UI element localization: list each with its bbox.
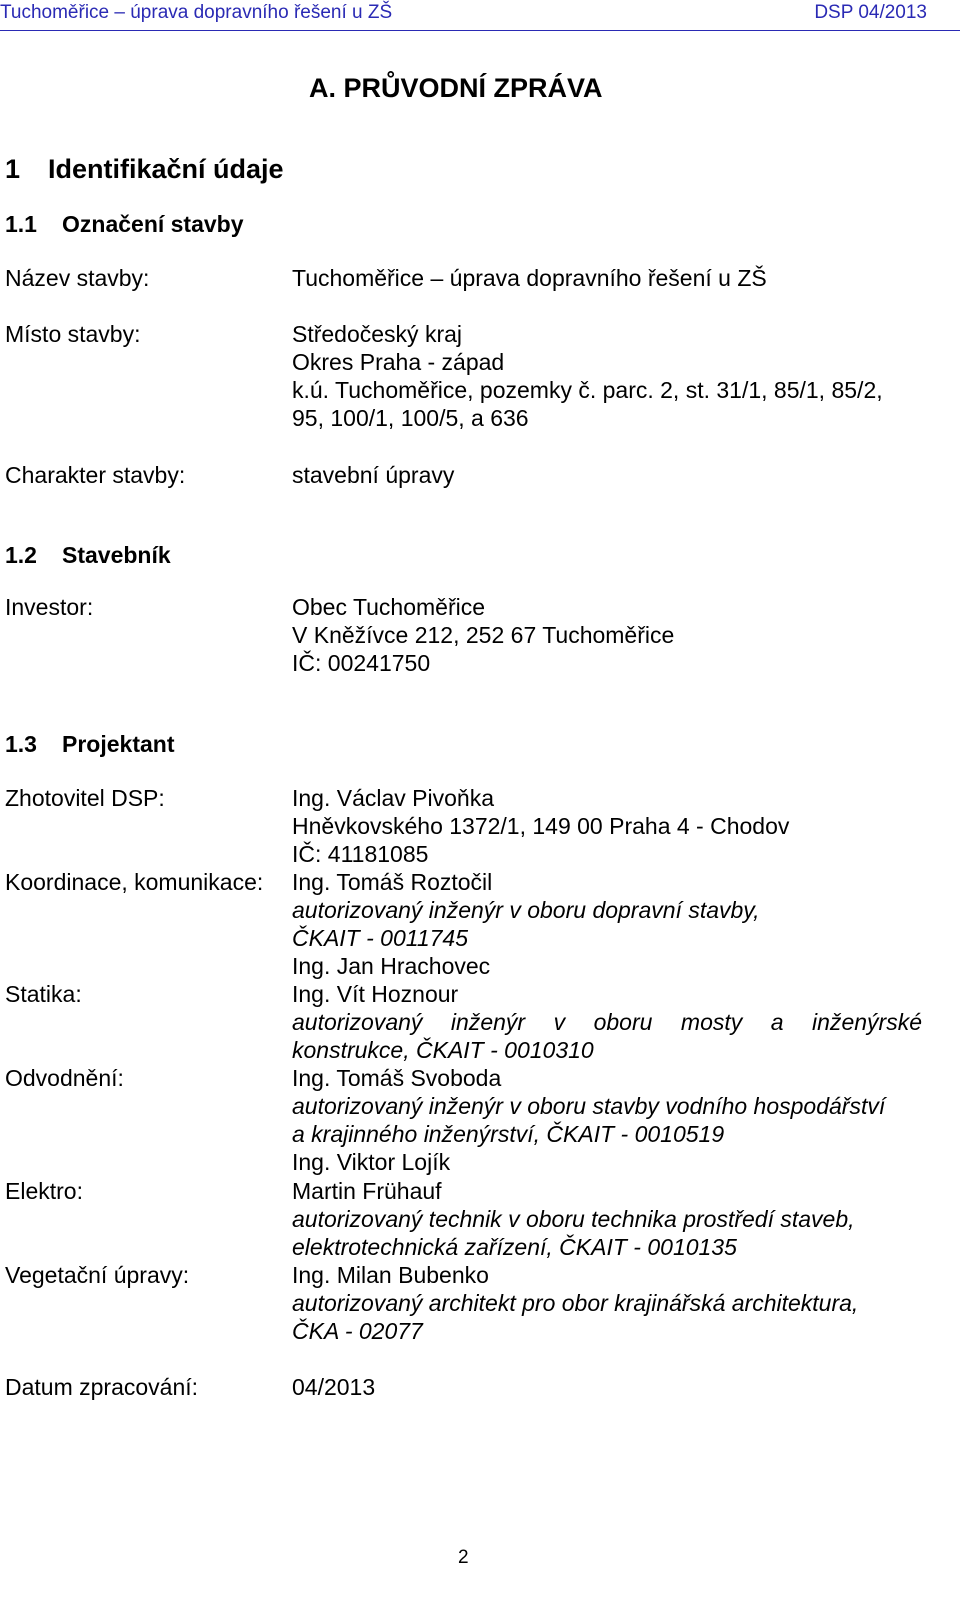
investor-line: IČ: 00241750	[292, 650, 431, 676]
odvodneni-authorization: autorizovaný inženýr v oboru stavby vodního hospodářství	[292, 1093, 886, 1119]
misto-stavby-line: Okres Praha - západ	[292, 349, 505, 375]
elektro-authorization: elektrotechnická zařízení, ČKAIT - 0010135	[292, 1234, 737, 1260]
misto-stavby-line: 95, 100/1, 100/5, a 636	[292, 405, 529, 431]
elektro-name: Martin Frühauf	[292, 1178, 442, 1204]
odvodneni-authorization: a krajinného inženýrství, ČKAIT - 0010519	[292, 1121, 725, 1147]
statika-label: Statika:	[5, 981, 82, 1007]
zhotovitel-line: Ing. Václav Pivoňka	[292, 785, 495, 811]
statika-authorization: konstrukce, ČKAIT - 0010310	[292, 1037, 594, 1063]
koordinace-authorization: ČKAIT - 0011745	[292, 925, 469, 951]
zhotovitel-line: Hněvkovského 1372/1, 149 00 Praha 4 - Chodov	[292, 813, 790, 839]
misto-stavby-line: Středočeský kraj	[292, 321, 463, 347]
vegetacni-name: Ing. Milan Bubenko	[292, 1262, 489, 1288]
zhotovitel-line: IČ: 41181085	[292, 841, 429, 867]
statika-name: Ing. Vít Hoznour	[292, 981, 459, 1007]
koordinace-name: Ing. Tomáš Roztočil	[292, 869, 493, 895]
odvodneni-name-2: Ing. Viktor Lojík	[292, 1149, 451, 1175]
charakter-stavby-label: Charakter stavby:	[5, 462, 186, 488]
koordinace-name-2: Ing. Jan Hrachovec	[292, 953, 491, 979]
misto-stavby-label: Místo stavby:	[5, 321, 141, 347]
koordinace-authorization: autorizovaný inženýr v oboru dopravní stavby,	[292, 897, 760, 923]
header-doc-code: DSP 04/2013	[814, 2, 927, 23]
nazev-stavby-label: Název stavby:	[5, 265, 150, 291]
section-1-title: Identifikační údaje	[48, 154, 284, 184]
section-1-2-number: 1.2	[5, 542, 37, 568]
header-divider	[0, 30, 960, 31]
page-number: 2	[458, 1547, 469, 1568]
odvodneni-label: Odvodnění:	[5, 1065, 124, 1091]
header-title: Tuchoměřice – úprava dopravního řešení u ZŠ	[0, 2, 393, 23]
section-1-number: 1	[5, 154, 21, 184]
odvodneni-name: Ing. Tomáš Svoboda	[292, 1065, 502, 1091]
investor-line: V Kněžívce 212, 252 67 Tuchoměřice	[292, 622, 675, 648]
elektro-label: Elektro:	[5, 1178, 83, 1204]
main-title: A. PRŮVODNÍ ZPRÁVA	[309, 73, 603, 103]
nazev-stavby-value: Tuchoměřice – úprava dopravního řešení u ZŠ	[292, 265, 767, 291]
section-1-1-number: 1.1	[5, 211, 37, 237]
vegetacni-authorization: autorizovaný architekt pro obor krajinářská architektura,	[292, 1290, 859, 1316]
section-1-2-title: Stavebník	[62, 542, 171, 568]
statika-authorization: autorizovaný inženýr v oboru mosty a inženýrské	[292, 1009, 922, 1035]
datum-label: Datum zpracování:	[5, 1374, 199, 1400]
charakter-stavby-value: stavební úpravy	[292, 462, 455, 488]
vegetacni-authorization: ČKA - 02077	[292, 1318, 423, 1344]
datum-value: 04/2013	[292, 1374, 376, 1400]
investor-line: Obec Tuchoměřice	[292, 594, 486, 620]
misto-stavby-line: k.ú. Tuchoměřice, pozemky č. parc. 2, st. 31/1, 85/1, 85/2,	[292, 377, 883, 403]
elektro-authorization: autorizovaný technik v oboru technika prostředí staveb,	[292, 1206, 855, 1232]
koordinace-label: Koordinace, komunikace:	[5, 869, 264, 895]
vegetacni-label: Vegetační úpravy:	[5, 1262, 190, 1288]
zhotovitel-label: Zhotovitel DSP:	[5, 785, 165, 811]
investor-label: Investor:	[5, 594, 94, 620]
section-1-3-title: Projektant	[62, 731, 175, 757]
section-1-1-title: Označení stavby	[62, 211, 244, 237]
section-1-3-number: 1.3	[5, 731, 37, 757]
